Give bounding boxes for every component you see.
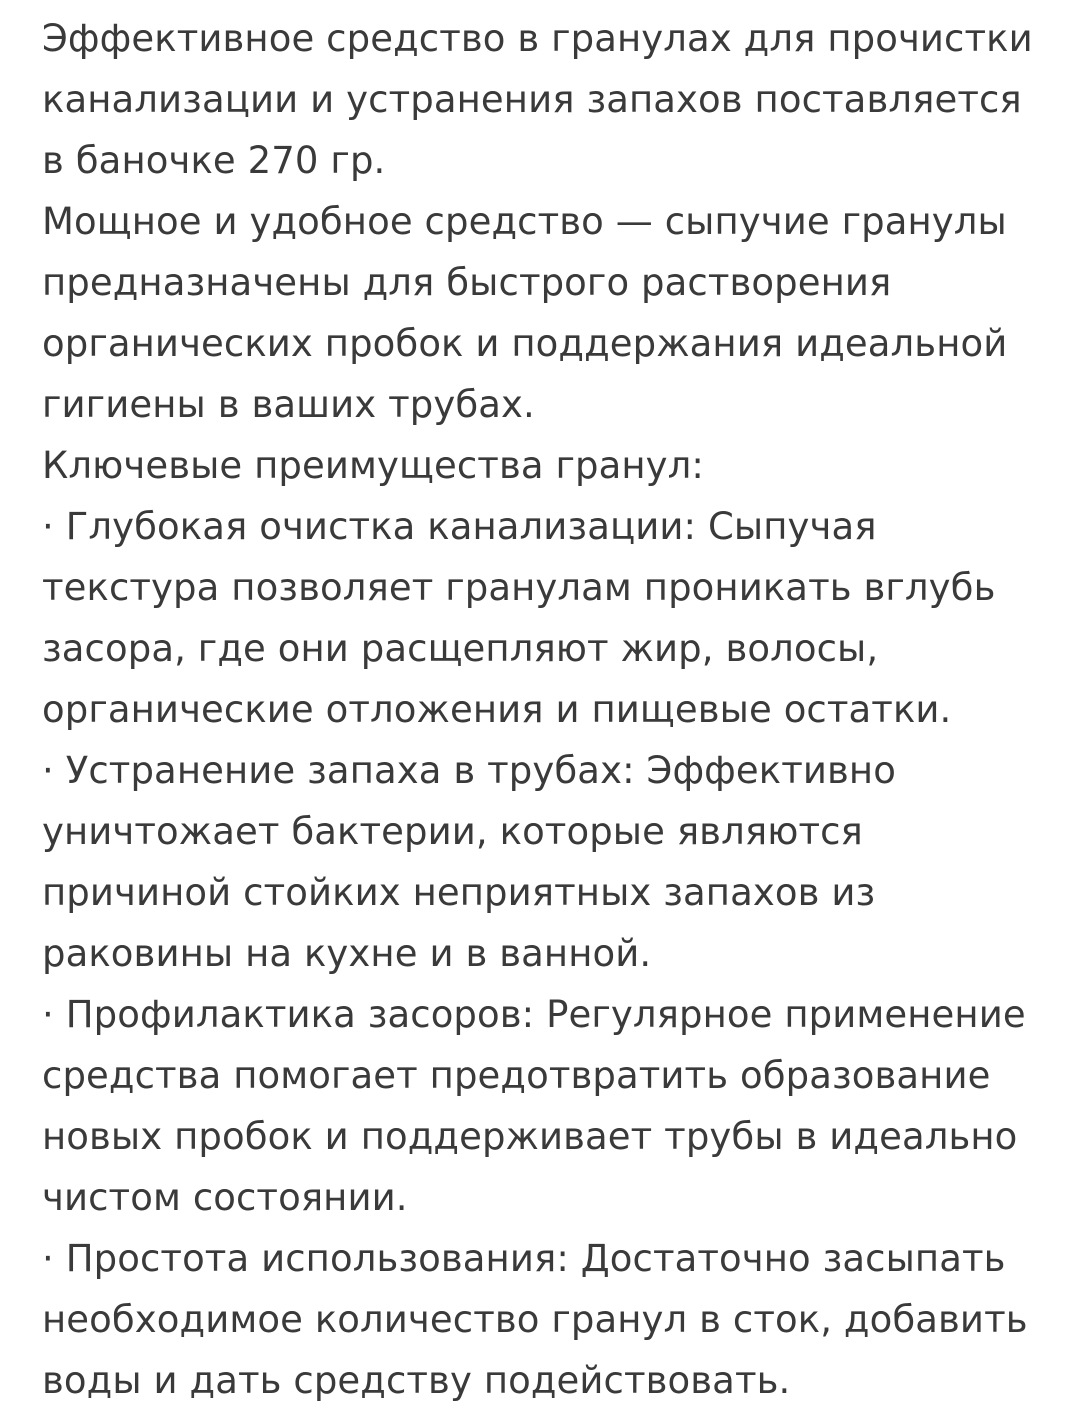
- benefit-item-clog-prevention: · Профилактика засоров: Регулярное применение средства помогает предотвратить образование новых пробок и поддерживает трубы в идеально чистом состоянии.: [42, 993, 1026, 1219]
- benefit-item-deep-cleaning: · Глубокая очистка канализации: Сыпучая текстура позволяет гранулам проникать вглубь засора, где они расщепляют жир, волосы, органические отложения и пищевые остатки.: [42, 505, 996, 731]
- benefit-item-ease-of-use: · Простота использования: Достаточно засыпать необходимое количество гранул в сток, добавить воды и дать средству подействовать.: [42, 1237, 1028, 1402]
- benefits-heading: Ключевые преимущества гранул:: [42, 444, 704, 487]
- clipped-first-line: [42, 0, 1034, 8]
- description-body: [42, 0, 1034, 1411]
- description-paragraph-1: Эффективное средство в гранулах для прочистки канализации и устранения запахов поставляется в баночке 270 гр.: [42, 17, 1033, 182]
- description-paragraph-2: Мощное и удобное средство — сыпучие гранулы предназначены для быстрого растворения органических пробок и поддержания идеальной гигиены в ваших трубах.: [42, 200, 1008, 426]
- benefit-item-odor-removal: · Устранение запаха в трубах: Эффективно уничтожает бактерии, которые являются причиной стойких неприятных запахов из раковины на кухне и в ванной.: [42, 749, 896, 975]
